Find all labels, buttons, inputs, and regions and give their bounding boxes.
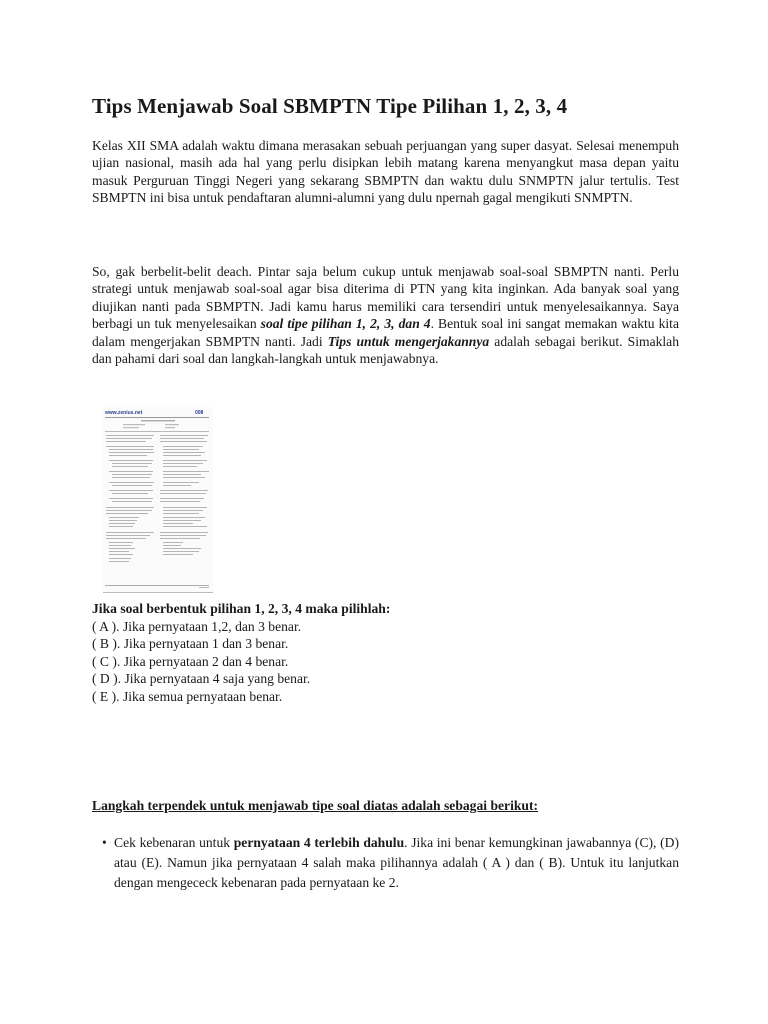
step-text-2: . Jika ini benar kemungkinan jawabannya (C), (D) atau (E). Namun jika pernyataan 4 salah maka pilihannya adalah ( A ) dan ( B). Untuk itu lanjutkan dengan mengececk kebenaran pada pernyataan ke 2. [114, 835, 679, 890]
emphasis-question-type: soal tipe pilihan 1, 2, 3, dan 4 [260, 316, 431, 332]
step-emphasis: pernyataan 4 terlebih dahulu [233, 835, 405, 850]
option-d: ( D ). Jika pernyataan 4 saja yang benar. [92, 671, 311, 687]
steps-heading: Langkah terpendek untuk menjawab tipe soal diatas adalah sebagai berikut: [92, 798, 539, 813]
option-b: ( B ). Jika pernyataan 1 dan 3 benar. [92, 636, 289, 652]
intro-paragraph: Kelas XII SMA adalah waktu dimana merasakan sebuah perjuangan yang super dasyat. Selesai menempuh ujian nasional, masih ada hal yang perlu disipkan lebih matang karena menyangkut masa depan yaitu masuk Perguruan Tinggi Negeri yang sekarang SBMPTN dan waktu dulu SNMPTN jalur tertulis. Test SBMPTN ini bisa untuk pendaftaran alumni-alumni yang dulu npernah gagal mengikuti SNMPTN. [92, 138, 679, 206]
option-a: ( A ). Jika pernyataan 1,2, dan 3 benar. [92, 618, 302, 634]
option-e: ( E ). Jika semua pernyataan benar. [92, 688, 283, 704]
option-c: ( C ). Jika pernyataan 2 dan 4 benar. [92, 653, 289, 669]
page-title: Tips Menjawab Soal SBMPTN Tipe Pilihan 1, 2, 3, 4 [92, 94, 568, 118]
answer-key [92, 600, 652, 706]
strategy-text-3: adalah sebagai berikut. Simaklah dan pahami dari soal dan langkah-langkah untuk menjawabnya. [92, 333, 680, 367]
exam-page-thumbnail [103, 407, 213, 593]
bullet-marker: • [102, 835, 107, 850]
thumbnail-site: www.zenius.net [105, 410, 143, 416]
strategy-text-2: . Bentuk soal ini sangat memakan waktu kita dalam mengerjakan SBMPTN nanti. Jadi [92, 316, 679, 349]
emphasis-tips: Tips untuk mengerjakannya [327, 333, 490, 349]
thumbnail-number: 008 [195, 410, 204, 416]
strategy-text-1: So, gak berbelit-belit deach. Pintar saja belum cukup untuk menjawab soal-soal SBMPTN nanti. Perlu strategi untuk menjawab soal-soal agar bisa diterima di PTN yang kita inginkan. Ada banyak soal yang diujikan nanti pada SBMPTN. Jadi kamu harus memiliki cara tersendiri untuk menyelesaikannya. Saya berbagi un tuk menyelesaikan [92, 264, 679, 332]
list-item [114, 833, 679, 893]
exam-page-image [103, 407, 213, 592]
strategy-paragraph [92, 263, 679, 367]
steps-list [102, 833, 679, 893]
step-text-1: Cek kebenaran untuk [114, 835, 234, 850]
answer-key-lead: Jika soal berbentuk pilihan 1, 2, 3, 4 maka pilihlah: [92, 601, 391, 616]
